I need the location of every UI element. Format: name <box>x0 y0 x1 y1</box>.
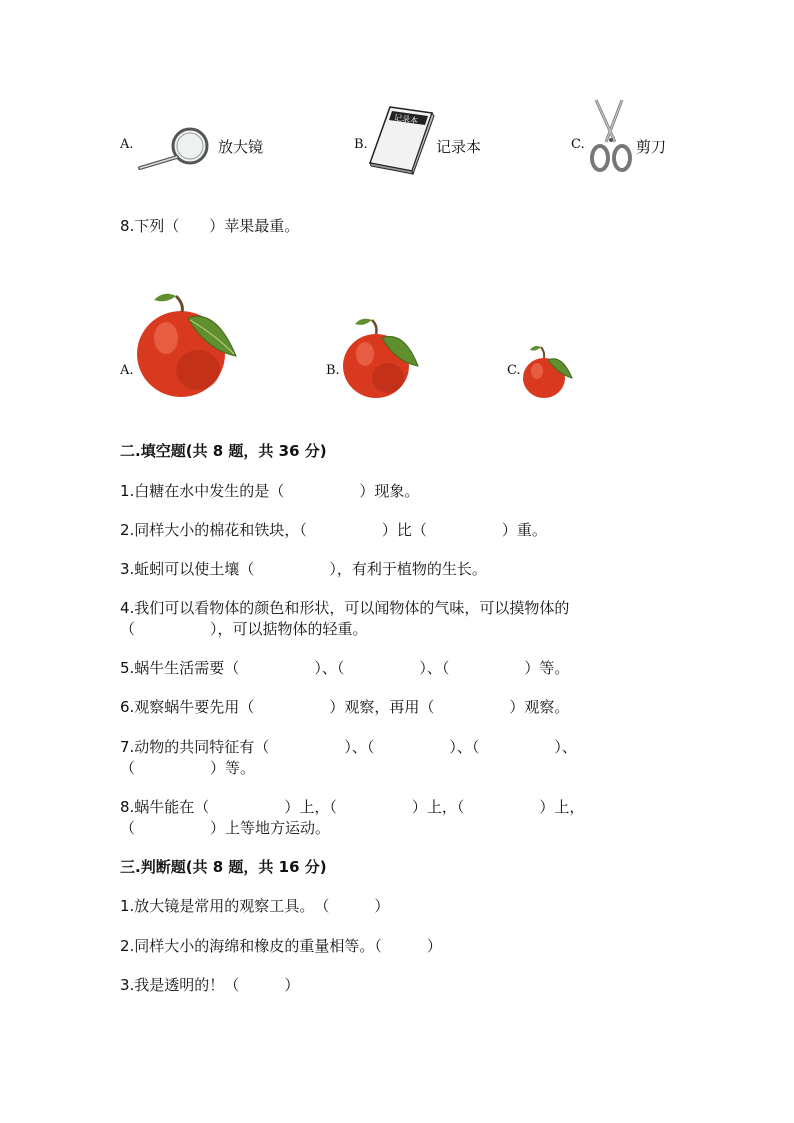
option-c-letter: C. <box>571 137 585 152</box>
section-3-title: 三.判断题(共 8 题，共 16 分) <box>120 858 327 876</box>
option-b-letter: B. <box>354 137 368 152</box>
fill-question-6: 6.观察蜗牛要先用（ ）观察，再用（ ）观察。 <box>120 698 570 716</box>
magnifier-icon <box>136 126 216 172</box>
option-a-label: 放大镜 <box>218 138 264 156</box>
q8-option-c-letter: C. <box>507 363 521 378</box>
fill-question-4-line-2: （ ），可以掂物体的轻重。 <box>120 620 368 638</box>
notebook-cover-text: 记录本 <box>393 113 419 126</box>
option-b-label: 记录本 <box>436 138 482 156</box>
section-2-title: 二.填空题(共 8 题，共 36 分) <box>120 442 327 460</box>
scissors-icon <box>588 98 634 174</box>
medium-apple-icon <box>342 316 422 400</box>
small-apple-icon <box>522 344 574 400</box>
option-c-label: 剪刀 <box>636 138 667 156</box>
fill-question-8-line-2: （ ）上等地方运动。 <box>120 819 331 837</box>
option-a-letter: A. <box>120 137 134 152</box>
fill-question-7-line-1: 7.动物的共同特征有（ ）、（ ）、（ ）、 <box>120 738 577 756</box>
large-apple-icon <box>136 290 240 402</box>
fill-question-1: 1.白糖在水中发生的是（ ）现象。 <box>120 482 420 500</box>
fill-question-3: 3.蚯蚓可以使土壤（ ），有利于植物的生长。 <box>120 560 487 578</box>
q8-option-b-letter: B. <box>326 363 340 378</box>
judge-question-3: 3.我是透明的！（ ） <box>120 976 300 994</box>
fill-question-7-line-2: （ ）等。 <box>120 759 256 777</box>
judge-question-2: 2.同样大小的海绵和橡皮的重量相等。（ ） <box>120 937 442 955</box>
judge-question-1: 1.放大镜是常用的观察工具。 （ ） <box>120 897 390 915</box>
fill-question-4-line-1: 4.我们可以看物体的颜色和形状，可以闻物体的气味，可以摸物体的 <box>120 599 570 617</box>
fill-question-8-line-1: 8.蜗牛能在（ ）上，（ ）上，（ ）上， <box>120 798 585 816</box>
fill-question-5: 5.蜗牛生活需要（ ）、（ ）、（ ）等。 <box>120 659 570 677</box>
notebook-icon <box>368 103 434 173</box>
q8-option-a-letter: A. <box>120 363 134 378</box>
fill-question-2: 2.同样大小的棉花和铁块，（ ）比（ ）重。 <box>120 521 547 539</box>
question-8-text: 8.下列（ ）苹果最重。 <box>120 217 300 235</box>
